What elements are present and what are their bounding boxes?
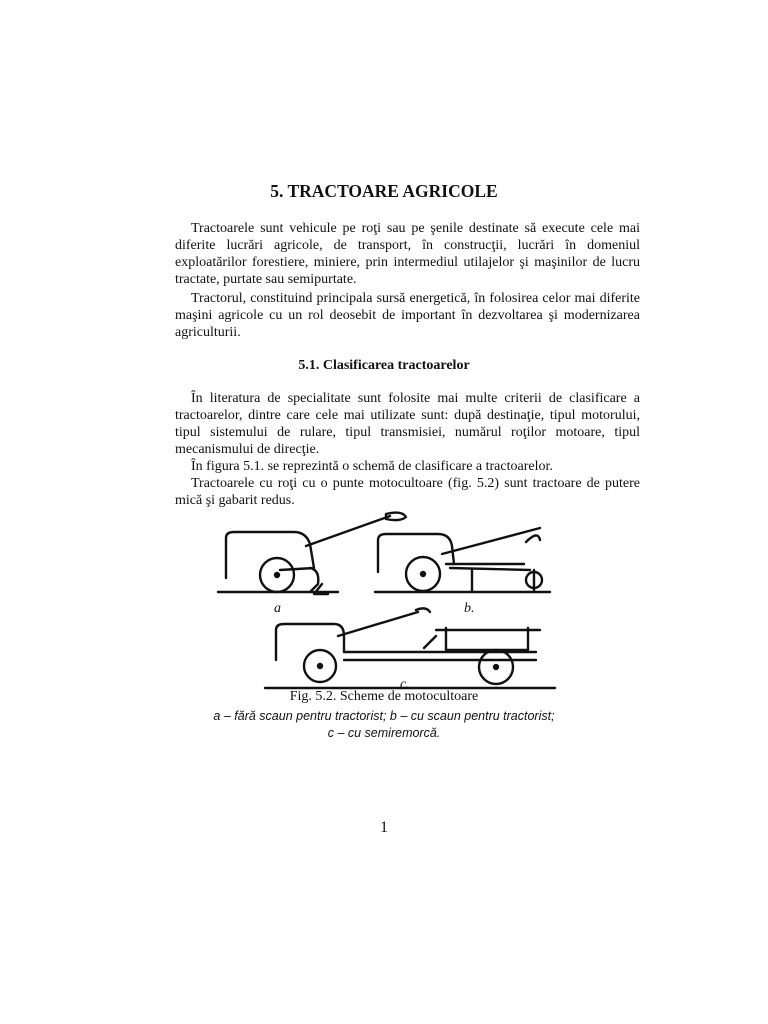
scheme-b-label: b. [464, 601, 475, 616]
section-paragraph-3: Tractoarele cu roţi cu o punte motocultoare (fig. 5.2) sunt tractoare de putere mică şi gabarit redus. [175, 476, 640, 508]
intro-paragraph-1: Tractoarele sunt vehicule pe roţi sau pe şenile destinate să execute cele mai diferite lucrări agricole, de transport, în construcţii, lucrări în domeniul exploatărilor forestiere, miniere, prin intermediul utilajelor şi maşinilor de lucru tractate, purtate sau semipurtate. [175, 221, 640, 287]
figure-legend-line-2: c – cu semiremorcă. [327, 726, 441, 740]
page-number: 1 [380, 819, 388, 836]
scheme-b-drawing [375, 528, 550, 592]
section-paragraph-1: În literatura de specialitate sunt folosite mai multe criterii de clasificare a tractoarelor, dintre care cele mai utilizate sunt: după destinaţie, tipul motorului, tipul sistemului de rulare, tipul transmisiei, numărul roţilor motoare, tipul mecanismului de direcţie. [175, 391, 640, 457]
intro-paragraph-2: Tractorul, constituind principala sursă energetică, în folosirea celor mai diferite maşini agricole cu un rol deosebit de important în dezvoltarea şi modernizarea agriculturii. [175, 291, 640, 340]
motocultor-schemes-drawing [210, 508, 560, 690]
scheme-c-drawing [265, 608, 555, 688]
section-heading: 5.1. Clasificarea tractoarelor [298, 358, 470, 373]
section-paragraph-2: În figura 5.1. se reprezintă o schemă de clasificare a tractoarelor. [191, 459, 553, 474]
scheme-a-label: a [274, 601, 281, 616]
scheme-c-label: c. [400, 677, 410, 690]
figure-caption: Fig. 5.2. Scheme de motocultoare [289, 689, 479, 704]
figure-legend-line-1: a – fără scaun pentru tractorist; b – cu scaun pentru tractorist; [213, 709, 555, 723]
chapter-title: 5. TRACTOARE AGRICOLE [270, 181, 498, 201]
motocultor-figure [210, 508, 560, 690]
